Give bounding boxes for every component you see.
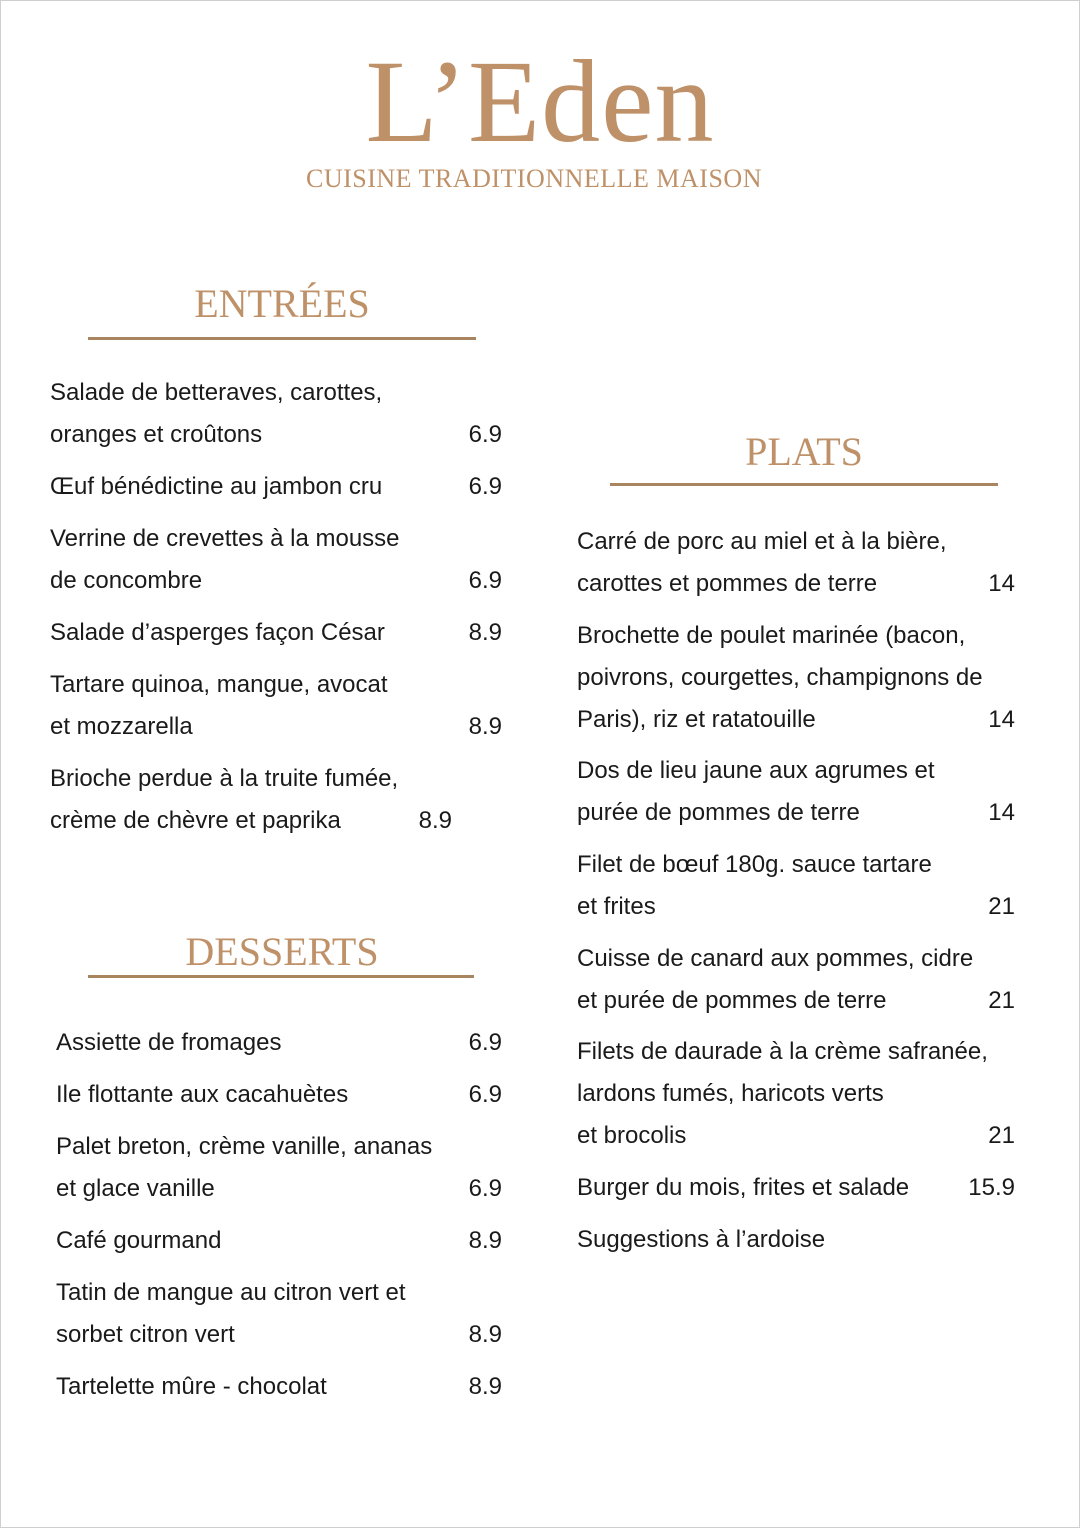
menu-item-price: 8.9 <box>418 807 452 834</box>
menu-item-name: Tatin de mangue au citron vert et sorbet citron vert <box>56 1279 406 1348</box>
menu-item <box>50 612 502 654</box>
menu-item-name: Dos de lieu jaune aux agrumes et purée de pommes de terre <box>577 757 935 826</box>
menu-item-name: Ile flottante aux cacahuètes <box>56 1081 349 1108</box>
menu-item-name: Suggestions à l’ardoise <box>577 1226 826 1253</box>
menu-item-price: 8.9 <box>468 1321 502 1348</box>
menu-item <box>577 938 1015 1022</box>
menu-item-price: 6.9 <box>468 473 502 500</box>
menu-item-price: 6.9 <box>468 1175 502 1202</box>
menu-item-price: 14 <box>988 570 1015 597</box>
menu-item-price: 21 <box>988 987 1015 1014</box>
menu-item-price: 6.9 <box>468 567 502 594</box>
menu-item <box>577 1167 1015 1209</box>
menu-item <box>50 758 452 842</box>
menu-item-name: Salade d’asperges façon César <box>50 619 385 646</box>
menu-item <box>577 1031 1015 1157</box>
section-title-desserts: DESSERTS <box>185 929 379 974</box>
menu-item-price: 8.9 <box>468 713 502 740</box>
menu-item-name: Assiette de fromages <box>56 1029 282 1056</box>
menu-item-price: 6.9 <box>468 421 502 448</box>
menu-item <box>577 750 1015 834</box>
menu-item-price: 15.9 <box>968 1174 1015 1201</box>
section-divider <box>610 483 998 486</box>
section-title-entrees: ENTRÉES <box>194 281 370 326</box>
menu-item <box>577 844 1015 928</box>
menu-item-name: Brochette de poulet marinée (bacon, poivrons, courgettes, champignons de Paris), riz et ratatouille <box>577 622 983 733</box>
menu-item-name: Œuf bénédictine au jambon cru <box>50 473 383 500</box>
menu-item <box>50 664 502 748</box>
menu-item <box>56 1220 502 1262</box>
menu-item-price: 8.9 <box>468 619 502 646</box>
menu-item-price: 14 <box>988 799 1015 826</box>
section-divider <box>88 975 474 978</box>
menu-item-price: 21 <box>988 893 1015 920</box>
menu-item-price: 14 <box>988 706 1015 733</box>
restaurant-name: L’Eden <box>365 36 715 167</box>
menu-item-price: 8.9 <box>468 1227 502 1254</box>
menu-item-name: Carré de porc au miel et à la bière, carottes et pommes de terre <box>577 528 947 597</box>
menu-item <box>50 466 502 508</box>
menu-item-name: Tartare quinoa, mangue, avocat et mozzarella <box>50 671 388 740</box>
menu-item <box>577 521 1015 605</box>
restaurant-tagline: CUISINE TRADITIONNELLE MAISON <box>306 164 762 193</box>
menu-item <box>56 1366 502 1408</box>
menu-item-name: Burger du mois, frites et salade <box>577 1174 910 1201</box>
menu-item-price: 6.9 <box>468 1081 502 1108</box>
menu-item-name: Brioche perdue à la truite fumée, crème de chèvre et paprika <box>50 765 399 834</box>
section-title-plats: PLATS <box>745 429 863 474</box>
menu-item-name: Verrine de crevettes à la mousse de concombre <box>50 525 400 594</box>
menu-item <box>56 1272 502 1356</box>
menu-item <box>56 1022 502 1064</box>
menu-item <box>50 372 502 456</box>
menu-item-name: Café gourmand <box>56 1227 222 1254</box>
menu-item-name: Cuisse de canard aux pommes, cidre et purée de pommes de terre <box>577 945 974 1014</box>
menu-item-price: 21 <box>988 1122 1015 1149</box>
menu-item-name: Salade de betteraves, carottes, oranges et croûtons <box>50 379 383 448</box>
menu-item-name: Tartelette mûre - chocolat <box>56 1373 327 1400</box>
menu-item <box>577 615 1015 741</box>
menu-item <box>577 1219 1015 1261</box>
menu-item <box>56 1074 502 1116</box>
menu-item-name: Filets de daurade à la crème safranée, lardons fumés, haricots verts et brocolis <box>577 1038 988 1149</box>
menu-item-price: 6.9 <box>468 1029 502 1056</box>
section-divider <box>88 337 476 340</box>
menu-item-name: Filet de bœuf 180g. sauce tartare et frites <box>577 851 932 920</box>
menu-item <box>50 518 502 602</box>
menu-item-name: Palet breton, crème vanille, ananas et glace vanille <box>56 1133 433 1202</box>
menu-item <box>56 1126 502 1210</box>
menu-item-price: 8.9 <box>468 1373 502 1400</box>
